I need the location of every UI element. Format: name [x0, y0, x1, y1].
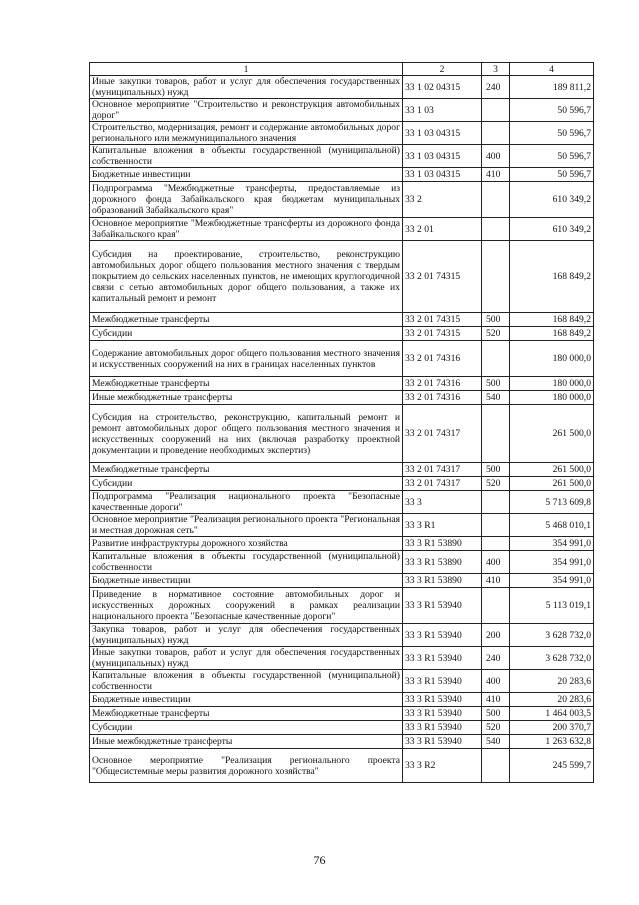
header-col-4: 4 [510, 63, 594, 76]
row-code: 33 2 01 74315 [403, 327, 482, 341]
row-sum: 5 113 019,1 [510, 588, 594, 624]
row-vr [482, 341, 510, 377]
row-code: 33 2 [403, 182, 482, 218]
row-vr: 200 [482, 624, 510, 647]
row-vr: 500 [482, 377, 510, 391]
row-vr: 500 [482, 463, 510, 477]
row-sum: 20 283,6 [510, 693, 594, 707]
row-vr: 410 [482, 574, 510, 588]
table-row [90, 377, 594, 391]
row-sum: 1 263 632,8 [510, 735, 594, 749]
row-name: Субсидии [90, 477, 403, 491]
row-name: Строительство, модернизация, ремонт и содержание автомобильных дорог регионального или межмуниципального значения [90, 122, 403, 145]
row-code: 33 3 R1 53940 [403, 707, 482, 721]
row-vr: 520 [482, 327, 510, 341]
row-code: 33 3 R1 53940 [403, 647, 482, 670]
row-vr [482, 182, 510, 218]
table-row [90, 693, 594, 707]
row-name: Субсидии [90, 327, 403, 341]
row-name: Межбюджетные трансферты [90, 377, 403, 391]
row-code: 33 3 R1 53890 [403, 537, 482, 551]
row-sum: 180 000,0 [510, 377, 594, 391]
row-name: Субсидия на строительство, реконструкцию, капитальный ремонт и ремонт автомобильных дорог общего пользования местного значения и искусственных сооружений на них (включая разработку проектной документации и проведение необходимых экспертиз) [90, 405, 403, 463]
table-row [90, 721, 594, 735]
row-sum: 261 500,0 [510, 477, 594, 491]
row-code: 33 3 R1 53890 [403, 574, 482, 588]
row-code: 33 2 01 74317 [403, 405, 482, 463]
row-vr: 500 [482, 313, 510, 327]
row-name: Бюджетные инвестиции [90, 693, 403, 707]
header-col-3: 3 [482, 63, 510, 76]
row-sum: 20 283,6 [510, 670, 594, 693]
row-name: Основное мероприятие "Межбюджетные трансферты из дорожного фонда Забайкальского края" [90, 218, 403, 241]
table-row [90, 327, 594, 341]
header-row [90, 63, 594, 76]
table-row [90, 588, 594, 624]
row-sum: 50 596,7 [510, 168, 594, 182]
row-code: 33 2 01 74316 [403, 391, 482, 405]
row-vr: 410 [482, 168, 510, 182]
row-name: Бюджетные инвестиции [90, 574, 403, 588]
row-vr [482, 491, 510, 514]
row-name: Капитальные вложения в объекты государственной (муниципальной) собственности [90, 551, 403, 574]
row-name: Иные закупки товаров, работ и услуг для обеспечения государственных (муниципальных) нужд [90, 647, 403, 670]
table-row [90, 218, 594, 241]
table-row [90, 145, 594, 168]
table-row [90, 735, 594, 749]
row-sum: 168 849,2 [510, 327, 594, 341]
table-row [90, 463, 594, 477]
budget-table [89, 62, 594, 783]
row-vr [482, 122, 510, 145]
row-sum: 200 370,7 [510, 721, 594, 735]
row-sum: 50 596,7 [510, 122, 594, 145]
row-code: 33 2 01 74317 [403, 463, 482, 477]
row-code: 33 3 R1 53940 [403, 735, 482, 749]
row-name: Основное мероприятие "Реализация регионального проекта "Региональная и местная дорожная сеть" [90, 514, 403, 537]
table-row [90, 405, 594, 463]
row-name: Межбюджетные трансферты [90, 313, 403, 327]
table-row [90, 76, 594, 99]
table-row [90, 341, 594, 377]
row-code: 33 2 01 74315 [403, 241, 482, 313]
row-name: Иные межбюджетные трансферты [90, 391, 403, 405]
table-row [90, 624, 594, 647]
row-vr: 500 [482, 707, 510, 721]
table-row [90, 313, 594, 327]
row-code: 33 3 R1 53940 [403, 693, 482, 707]
table-row [90, 122, 594, 145]
row-vr [482, 749, 510, 783]
row-name: Содержание автомобильных дорог общего пользования местного значения и искусственных сооружений на них в границах населенных пунктов [90, 341, 403, 377]
row-code: 33 2 01 [403, 218, 482, 241]
row-code: 33 3 R1 53940 [403, 670, 482, 693]
row-vr [482, 241, 510, 313]
row-sum: 354 991,0 [510, 537, 594, 551]
row-vr: 240 [482, 76, 510, 99]
row-vr: 410 [482, 693, 510, 707]
row-vr [482, 405, 510, 463]
row-sum: 354 991,0 [510, 574, 594, 588]
row-code: 33 2 01 74316 [403, 377, 482, 391]
row-vr [482, 514, 510, 537]
row-sum: 354 991,0 [510, 551, 594, 574]
row-name: Иные межбюджетные трансферты [90, 735, 403, 749]
row-sum: 168 849,2 [510, 313, 594, 327]
row-vr [482, 537, 510, 551]
row-sum: 3 628 732,0 [510, 647, 594, 670]
table-row [90, 514, 594, 537]
row-code: 33 3 R2 [403, 749, 482, 783]
row-sum: 189 811,2 [510, 76, 594, 99]
row-code: 33 3 R1 53940 [403, 624, 482, 647]
page-number: 76 [313, 853, 326, 867]
row-sum: 180 000,0 [510, 391, 594, 405]
table-row [90, 574, 594, 588]
table-body [90, 63, 594, 783]
row-code: 33 3 R1 53940 [403, 588, 482, 624]
row-name: Иные закупки товаров, работ и услуг для обеспечения государственных (муниципальных) нужд [90, 76, 403, 99]
table-row [90, 491, 594, 514]
row-code: 33 3 R1 [403, 514, 482, 537]
table-row [90, 670, 594, 693]
row-name: Приведение в нормативное состояние автомобильных дорог и искусственных дорожных сооружений в рамках реализации национального проекта "Безопасные качественные дороги" [90, 588, 403, 624]
row-vr [482, 588, 510, 624]
table-row [90, 241, 594, 313]
row-code: 33 2 01 74317 [403, 477, 482, 491]
header-col-2: 2 [403, 63, 482, 76]
row-name: Развитие инфраструктуры дорожного хозяйства [90, 537, 403, 551]
row-vr: 400 [482, 145, 510, 168]
row-code: 33 1 03 04315 [403, 122, 482, 145]
row-sum: 245 599,7 [510, 749, 594, 783]
row-sum: 5 468 010,1 [510, 514, 594, 537]
row-code: 33 1 03 [403, 99, 482, 122]
table-row [90, 477, 594, 491]
row-vr: 400 [482, 670, 510, 693]
row-vr [482, 99, 510, 122]
table-row [90, 99, 594, 122]
row-sum: 50 596,7 [510, 99, 594, 122]
row-vr [482, 218, 510, 241]
row-code: 33 1 03 04315 [403, 145, 482, 168]
table-row [90, 707, 594, 721]
row-name: Субсидии [90, 721, 403, 735]
table-row [90, 647, 594, 670]
row-vr: 540 [482, 735, 510, 749]
row-name: Основное мероприятие "Реализация регионального проекта "Общесистемные меры развития дорожного хозяйства" [90, 749, 403, 783]
row-sum: 610 349,2 [510, 182, 594, 218]
table-row [90, 168, 594, 182]
row-vr: 520 [482, 477, 510, 491]
table-row [90, 551, 594, 574]
row-sum: 3 628 732,0 [510, 624, 594, 647]
row-name: Подпрограмма "Межбюджетные трансферты, предоставляемые из дорожного фонда Забайкальского края бюджетам муниципальных образований Забайкальского края" [90, 182, 403, 218]
row-vr: 520 [482, 721, 510, 735]
row-sum: 180 000,0 [510, 341, 594, 377]
row-name: Закупка товаров, работ и услуг для обеспечения государственных (муниципальных) нужд [90, 624, 403, 647]
header-col-1: 1 [90, 63, 403, 76]
row-vr: 540 [482, 391, 510, 405]
row-code: 33 3 R1 53940 [403, 721, 482, 735]
table-row [90, 749, 594, 783]
row-name: Субсидия на проектирование, строительство, реконструкцию автомобильных дорог общего пользования местного значения с твердым покрытием до сельских населенных пунктов, не имеющих круглогодичной связи с сетью автомобильных дорог общего пользования, а также их капитальный ремонт и ремонт [90, 241, 403, 313]
row-name: Капитальные вложения в объекты государственной (муниципальной) собственности [90, 670, 403, 693]
row-name: Межбюджетные трансферты [90, 707, 403, 721]
row-name: Основное мероприятие "Строительство и реконструкция автомобильных дорог" [90, 99, 403, 122]
row-sum: 5 713 609,8 [510, 491, 594, 514]
row-vr: 400 [482, 551, 510, 574]
row-sum: 610 349,2 [510, 218, 594, 241]
row-name: Межбюджетные трансферты [90, 463, 403, 477]
table-row [90, 537, 594, 551]
table-row [90, 182, 594, 218]
row-name: Капитальные вложения в объекты государственной (муниципальной) собственности [90, 145, 403, 168]
row-sum: 50 596,7 [510, 145, 594, 168]
row-vr: 240 [482, 647, 510, 670]
row-code: 33 1 03 04315 [403, 168, 482, 182]
row-sum: 1 464 003,5 [510, 707, 594, 721]
row-code: 33 1 02 04315 [403, 76, 482, 99]
row-code: 33 3 [403, 491, 482, 514]
table-row [90, 391, 594, 405]
row-name: Бюджетные инвестиции [90, 168, 403, 182]
row-code: 33 2 01 74316 [403, 341, 482, 377]
row-sum: 168 849,2 [510, 241, 594, 313]
row-code: 33 2 01 74315 [403, 313, 482, 327]
row-sum: 261 500,0 [510, 463, 594, 477]
row-name: Подпрограмма "Реализация национального проекта "Безопасные качественные дороги" [90, 491, 403, 514]
row-sum: 261 500,0 [510, 405, 594, 463]
row-code: 33 3 R1 53890 [403, 551, 482, 574]
